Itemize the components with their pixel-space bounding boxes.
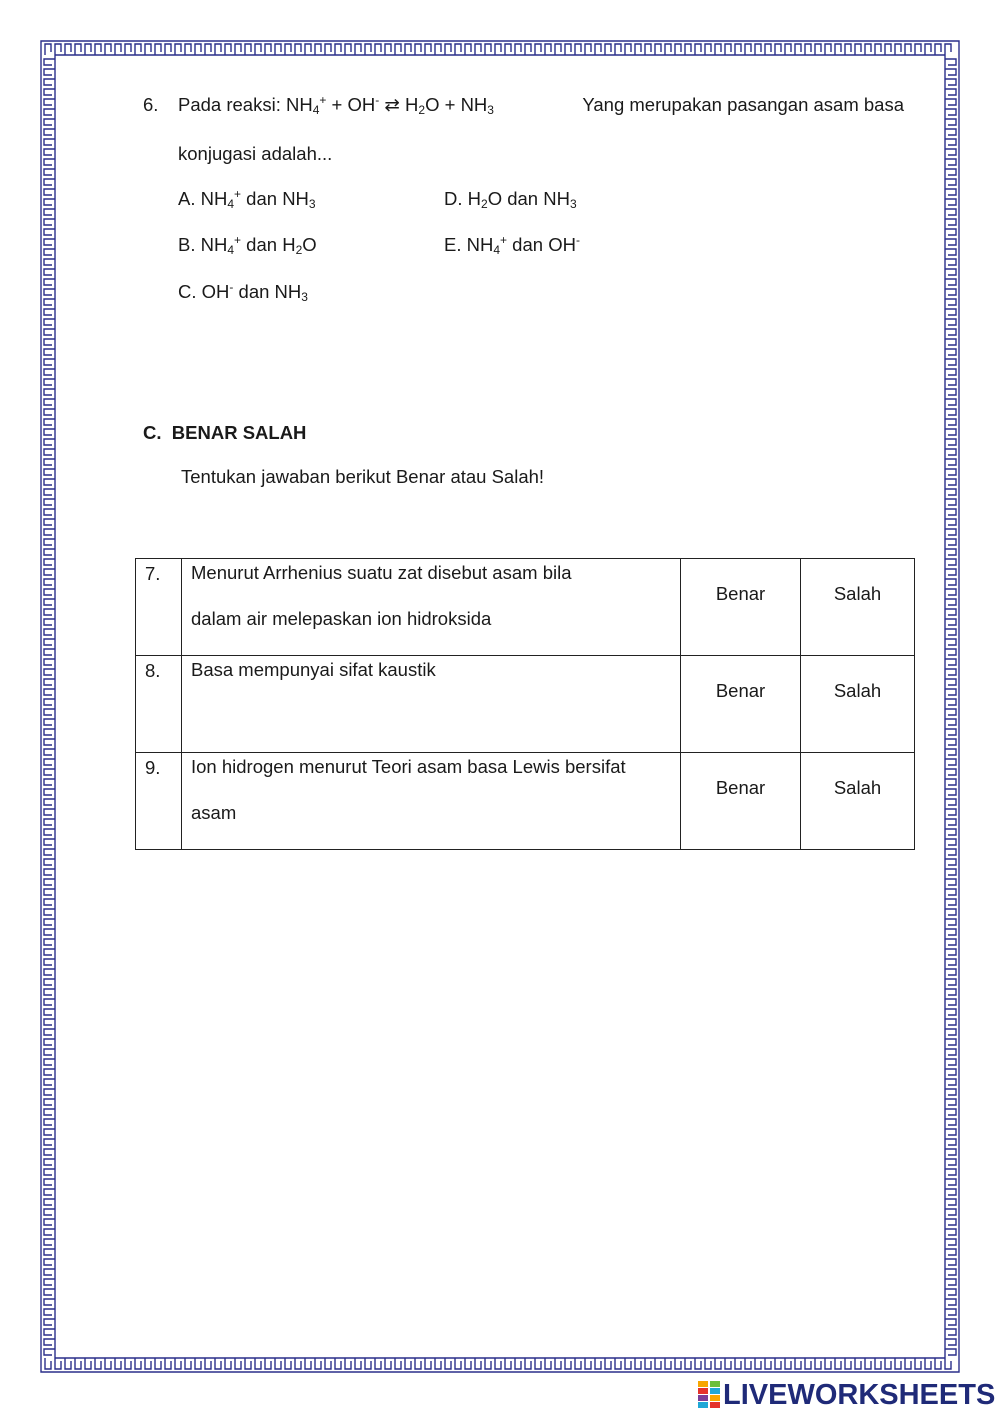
statement bbox=[182, 656, 681, 753]
benar-button[interactable] bbox=[681, 656, 801, 753]
statement-line: Ion hidrogen menurut Teori asam basa Lewis bersifat bbox=[191, 756, 626, 777]
option-c[interactable]: C. OH- dan $NH_3$ bbox=[178, 280, 308, 304]
salah-label: Salah bbox=[833, 583, 882, 604]
statement-line: Basa mempunyai sifat kaustik bbox=[191, 659, 436, 680]
benar-label: Benar bbox=[715, 680, 766, 701]
statement-line: Menurut Arrhenius suatu zat disebut asam bila bbox=[191, 562, 572, 583]
statement bbox=[182, 559, 681, 656]
salah-button[interactable] bbox=[801, 559, 915, 656]
liveworksheets-logo-icon bbox=[698, 1381, 720, 1409]
option-a[interactable]: A. $NH_4^+$ dan $NH_3$ bbox=[178, 187, 316, 211]
statement bbox=[182, 753, 681, 850]
salah-label: Salah bbox=[833, 777, 882, 798]
option-b[interactable]: B. $NH_4^+$ dan $H_2O$ bbox=[178, 233, 317, 257]
salah-button[interactable] bbox=[801, 656, 915, 753]
benar-label: Benar bbox=[715, 583, 766, 604]
option-d[interactable]: D. $H_2O$ dan $NH_3$ bbox=[444, 188, 577, 211]
benar-button[interactable] bbox=[681, 753, 801, 850]
salah-button[interactable] bbox=[801, 753, 915, 850]
section-c-instruction: Tentukan jawaban berikut Benar atau Salah! bbox=[181, 466, 545, 487]
row-number: 8. bbox=[136, 656, 182, 753]
statement-line: asam bbox=[191, 802, 237, 823]
liveworksheets-logo bbox=[698, 1378, 995, 1412]
row-number: 9. bbox=[136, 753, 182, 850]
question-6-suffix: Yang merupakan pasangan asam basa bbox=[582, 94, 904, 115]
question-6-number: 6. bbox=[143, 94, 159, 115]
question-6-text bbox=[178, 93, 904, 117]
statement-line: dalam air melepaskan ion hidroksida bbox=[191, 608, 492, 629]
question-6-reaction: Pada reaksi: $NH_4^+ + OH^-$ ⇄ $H_2O + NH_3$ bbox=[178, 93, 494, 117]
benar-button[interactable] bbox=[681, 559, 801, 656]
row-number: 7. bbox=[136, 559, 182, 656]
table-row bbox=[136, 753, 915, 850]
option-e[interactable]: E. $NH_4^+$ dan OH- bbox=[444, 233, 580, 257]
section-c-title: C. BENAR SALAH bbox=[143, 422, 307, 443]
table-row bbox=[136, 559, 915, 656]
salah-label: Salah bbox=[833, 680, 882, 701]
table-row bbox=[136, 656, 915, 753]
true-false-table bbox=[135, 558, 915, 850]
question-6-line2: konjugasi adalah... bbox=[178, 143, 333, 164]
benar-label: Benar bbox=[715, 777, 766, 798]
liveworksheets-logo-text: LIVEWORKSHEETS bbox=[723, 1378, 996, 1411]
